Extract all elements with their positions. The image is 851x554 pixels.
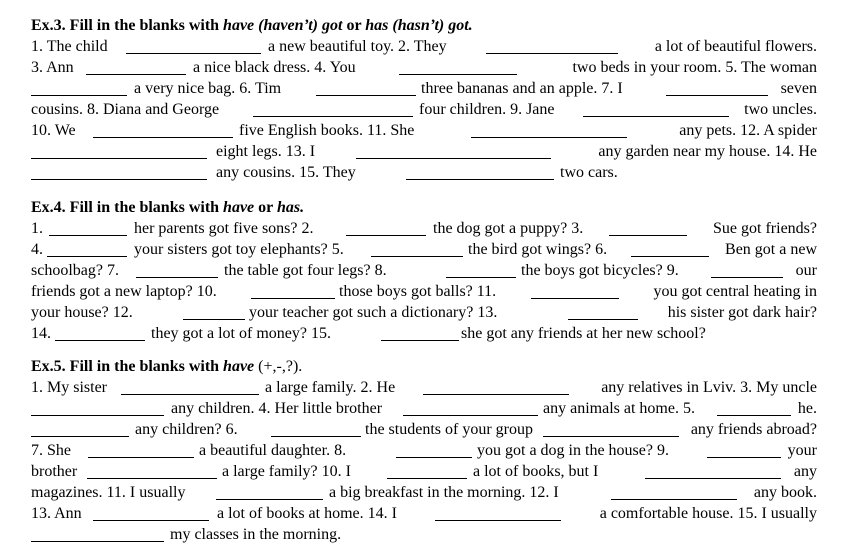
ex4-line-6 [31, 324, 817, 344]
answer-blank[interactable] [216, 499, 323, 500]
answer-blank[interactable] [486, 53, 618, 54]
text-segment: the bird got wings? 6. [468, 241, 608, 258]
ex3-line-4 [31, 100, 817, 120]
text-segment: you got central heating in [653, 283, 817, 300]
answer-blank[interactable] [31, 541, 164, 542]
text-segment: eight legs. 13. I [216, 143, 316, 160]
ex4-line-4 [31, 282, 817, 302]
ex5-line-3 [31, 420, 817, 440]
answer-blank[interactable] [387, 478, 467, 479]
text-segment: three bananas and an apple. 7. I [421, 80, 623, 97]
text-segment: a large family. 2. He [265, 379, 396, 396]
ex5-line-7 [31, 504, 817, 524]
answer-blank[interactable] [356, 158, 551, 159]
ex5-title [31, 357, 302, 377]
text-segment: a large family? 10. I [222, 463, 351, 480]
text-segment: any friends abroad? [690, 421, 817, 438]
text-segment: they got a lot of money? 15. [151, 325, 331, 342]
text-segment: a big breakfast in the morning. 12. I [329, 484, 559, 501]
answer-blank[interactable] [396, 457, 472, 458]
text-segment: brother [31, 463, 78, 480]
answer-blank[interactable] [49, 235, 127, 236]
answer-blank[interactable] [55, 340, 145, 341]
answer-blank[interactable] [631, 256, 709, 257]
text-segment: your teacher got such a dictionary? 13. [249, 304, 498, 321]
answer-blank[interactable] [645, 478, 781, 479]
text-segment: the boys got bicycles? 9. [521, 262, 679, 279]
ex5-line-2 [31, 399, 817, 419]
answer-blank[interactable] [121, 394, 259, 395]
text-segment: schoolbag? 7. [31, 262, 119, 279]
answer-blank[interactable] [253, 116, 413, 117]
text-segment: friends got a new laptop? 10. [31, 283, 217, 300]
ex4-title-part1: Ex.4. Fill in the blanks with [31, 199, 224, 216]
text-segment: 4. [31, 241, 43, 258]
text-segment: 13. Ann [31, 505, 82, 522]
ex4-title-part2: have [223, 199, 255, 216]
answer-blank[interactable] [403, 415, 538, 416]
answer-blank[interactable] [346, 235, 426, 236]
text-segment: 1. The child [31, 38, 108, 55]
answer-blank[interactable] [583, 116, 729, 117]
answer-blank[interactable] [88, 457, 194, 458]
text-segment: a comfortable house. 15. I usually [599, 505, 817, 522]
ex4-line-2 [31, 240, 817, 260]
ex5-title-part3: (+,-,?). [254, 358, 303, 375]
text-segment: four children. 9. Jane [419, 101, 555, 118]
text-segment: a nice black dress. 4. You [193, 59, 356, 76]
text-segment: the students of your group [365, 421, 533, 438]
text-segment: two beds in your room. 5. The woman [572, 59, 817, 76]
answer-blank[interactable] [86, 74, 186, 75]
text-segment: her parents got five sons? 2. [134, 220, 314, 237]
ex5-line-4 [31, 441, 817, 461]
answer-blank[interactable] [31, 436, 129, 437]
text-segment: a beautiful daughter. 8. [199, 442, 347, 459]
answer-blank[interactable] [126, 53, 261, 54]
ex3-line-2 [31, 58, 817, 78]
answer-blank[interactable] [31, 415, 164, 416]
answer-blank[interactable] [251, 298, 335, 299]
answer-blank[interactable] [371, 256, 463, 257]
answer-blank[interactable] [93, 520, 209, 521]
text-segment: a new beautiful toy. 2. They [268, 38, 447, 55]
ex5-line-6 [31, 483, 817, 503]
ex3-title-part1: Ex.3. Fill in the blanks with [31, 17, 224, 34]
ex3-title-part4: has (hasn’t) got. [365, 17, 473, 34]
answer-blank[interactable] [31, 95, 127, 96]
text-segment: my classes in the morning. [170, 526, 342, 543]
text-segment: a very nice bag. 6. Tim [134, 80, 282, 97]
text-segment: our [795, 262, 817, 279]
ex3-line-1 [31, 37, 817, 57]
text-segment: 10. We [31, 122, 76, 139]
text-segment: 1. My sister [31, 379, 107, 396]
answer-blank[interactable] [136, 277, 218, 278]
answer-blank[interactable] [87, 478, 217, 479]
answer-blank[interactable] [471, 137, 627, 138]
text-segment: any relatives in Lviv. 3. My uncle [601, 379, 817, 396]
text-segment: 7. She [31, 442, 71, 459]
answer-blank[interactable] [423, 394, 569, 395]
ex3-title [31, 16, 473, 36]
ex3-line-3 [31, 79, 817, 99]
text-segment: the dog got a puppy? 3. [433, 220, 584, 237]
ex4-line-1 [31, 219, 817, 239]
answer-blank[interactable] [406, 179, 554, 180]
ex4-title-part3: or [254, 199, 277, 216]
text-segment: any pets. 12. A spider [679, 122, 817, 139]
answer-blank[interactable] [399, 74, 517, 75]
ex4-title-part4: has. [276, 199, 305, 216]
text-segment: 14. [31, 325, 51, 342]
ex3-line-5 [31, 121, 817, 141]
answer-blank[interactable] [93, 137, 233, 138]
answer-blank[interactable] [666, 95, 768, 96]
text-segment: 3. Ann [31, 59, 74, 76]
text-segment: he. [797, 400, 817, 417]
text-segment: any garden near my house. 14. He [598, 143, 817, 160]
ex3-line-6 [31, 142, 817, 162]
answer-blank[interactable] [446, 277, 516, 278]
answer-blank[interactable] [183, 319, 245, 320]
ex4-line-3 [31, 261, 817, 281]
text-segment: your sisters got toy elephants? 5. [134, 241, 344, 258]
ex5-line-5 [31, 462, 817, 482]
ex5-line-1 [31, 378, 817, 398]
text-segment: she got any friends at her new school? [461, 325, 706, 342]
text-segment: any children. 4. Her little brother [171, 400, 383, 417]
ex3-title-part2: have (haven’t) got [223, 17, 343, 34]
answer-blank[interactable] [435, 520, 561, 521]
text-segment: any animals at home. 5. [543, 400, 695, 417]
ex5-title-part2: have [223, 358, 255, 375]
text-segment: any book. [753, 484, 817, 501]
text-segment: your house? 12. [31, 304, 133, 321]
text-segment: seven [780, 80, 817, 97]
text-segment: 1. [31, 220, 43, 237]
text-segment: the table got four legs? 8. [224, 262, 387, 279]
answer-blank[interactable] [47, 256, 127, 257]
ex5-title-part1: Ex.5. Fill in the blanks with [31, 358, 224, 375]
text-segment: your [787, 442, 817, 459]
text-segment: two uncles. [744, 101, 817, 118]
answer-blank[interactable] [717, 415, 791, 416]
text-segment: cousins. 8. Diana and George [31, 101, 220, 118]
answer-blank[interactable] [316, 95, 416, 96]
answer-blank[interactable] [271, 436, 361, 437]
text-segment: a lot of books, but I [473, 463, 599, 480]
ex3-line-7 [31, 163, 817, 183]
answer-blank[interactable] [381, 340, 459, 341]
text-segment: any [793, 463, 817, 480]
text-segment: you got a dog in the house? 9. [477, 442, 669, 459]
answer-blank[interactable] [531, 298, 619, 299]
text-segment: any children? 6. [135, 421, 238, 438]
text-segment: five English books. 11. She [239, 122, 415, 139]
text-segment: a lot of beautiful flowers. [654, 38, 817, 55]
answer-blank[interactable] [611, 499, 737, 500]
answer-blank[interactable] [568, 319, 638, 320]
text-segment: his sister got dark hair? [667, 304, 817, 321]
answer-blank[interactable] [609, 235, 687, 236]
answer-blank[interactable] [543, 436, 679, 437]
text-segment: Sue got friends? [713, 220, 817, 237]
text-segment: a lot of books at home. 14. I [217, 505, 397, 522]
ex4-line-5 [31, 303, 817, 323]
ex3-title-part3: or [342, 17, 366, 34]
text-segment: those boys got balls? 11. [339, 283, 497, 300]
answer-blank[interactable] [31, 158, 207, 159]
ex4-title [31, 198, 304, 218]
text-segment: two cars. [560, 164, 618, 181]
ex5-line-8 [31, 525, 817, 545]
text-segment: any cousins. 15. They [216, 164, 356, 181]
text-segment: Ben got a new [725, 241, 817, 258]
answer-blank[interactable] [711, 277, 783, 278]
text-segment: magazines. 11. I usually [31, 484, 186, 501]
answer-blank[interactable] [707, 457, 781, 458]
answer-blank[interactable] [31, 179, 207, 180]
